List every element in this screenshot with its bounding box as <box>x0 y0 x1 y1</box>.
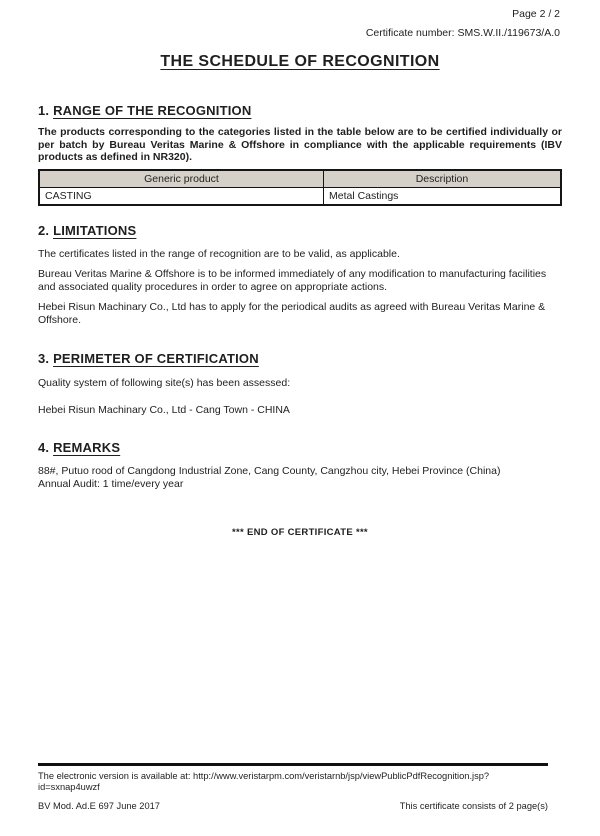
section-heading-text: REMARKS <box>53 440 121 455</box>
page-title: THE SCHEDULE OF RECOGNITION <box>160 53 440 70</box>
perimeter-paragraph: Quality system of following site(s) has been assessed: <box>38 377 291 389</box>
assessed-site: Hebei Risun Machinary Co., Ltd - Cang Town - CHINA <box>38 403 290 416</box>
section-number: 4. <box>38 440 50 455</box>
section-heading-text: PERIMETER OF CERTIFICATION <box>53 351 259 366</box>
remarks-annual-audit: Annual Audit: 1 time/every year <box>38 477 184 490</box>
remarks-address: 88#, Putuo rood of Cangdong Industrial Zone, Cang County, Cangzhou city, Hebei Province (China) <box>38 465 501 477</box>
header-meta <box>366 8 560 39</box>
certificate-body <box>38 96 562 548</box>
table-row <box>39 187 561 205</box>
certificate-number: Certificate number: SMS.W.II./119673/A.0 <box>365 27 560 39</box>
footer-divider <box>38 763 548 766</box>
electronic-version-note: The electronic version is available at: http://www.veristarpm.com/veristarnb/jsp/viewPublicPdfRecognition.jsp?id=sxnap4uwzf <box>38 771 490 792</box>
column-header-generic-product: Generic product <box>39 170 323 188</box>
footer-bottom-row <box>38 801 548 812</box>
limitations-paragraph: Hebei Risun Machinary Co., Ltd has to apply for the periodical audits as agreed with Bureau Veritas Marine & Offshore. <box>38 301 546 326</box>
range-intro-paragraph: The products corresponding to the categories listed in the table below are to be certified individually or per batch by Bureau Veritas Marine & Offshore in compliance with the applicable requirements (IBV products as defined in NR320). <box>38 126 562 163</box>
certificate-footer <box>38 763 548 812</box>
section-number: 1. <box>38 103 50 118</box>
limitations-paragraph: The certificates listed in the range of recognition are to be valid, as applicable. <box>38 247 400 260</box>
cell-description: Metal Castings <box>323 187 561 205</box>
form-reference: BV Mod. Ad.E 697 June 2017 <box>38 801 160 811</box>
limitations-paragraph: Bureau Veritas Marine & Offshore is to be informed immediately of any modification to manufacturing facilities and associated quality procedures in order to agree on appropriate actions. <box>38 268 547 293</box>
column-header-description: Description <box>323 170 561 188</box>
section-number: 3. <box>38 351 50 366</box>
page-number: Page 2 / 2 <box>512 8 560 20</box>
products-table <box>38 169 562 206</box>
section-number: 2. <box>38 222 50 238</box>
section-heading-limitations <box>38 223 562 238</box>
cell-generic-product: CASTING <box>39 187 323 205</box>
section-heading-text: LIMITATIONS <box>53 222 137 238</box>
section-heading-range <box>38 103 562 118</box>
remarks-block <box>38 465 562 490</box>
section-heading-remarks <box>38 440 562 455</box>
page-count-note: This certificate consists of 2 page(s) <box>399 801 548 811</box>
end-of-certificate-note: *** END OF CERTIFICATE *** <box>232 527 368 538</box>
products-table-header-row <box>39 170 561 188</box>
section-heading-perimeter <box>38 351 562 366</box>
section-heading-text: RANGE OF THE RECOGNITION <box>53 103 252 118</box>
